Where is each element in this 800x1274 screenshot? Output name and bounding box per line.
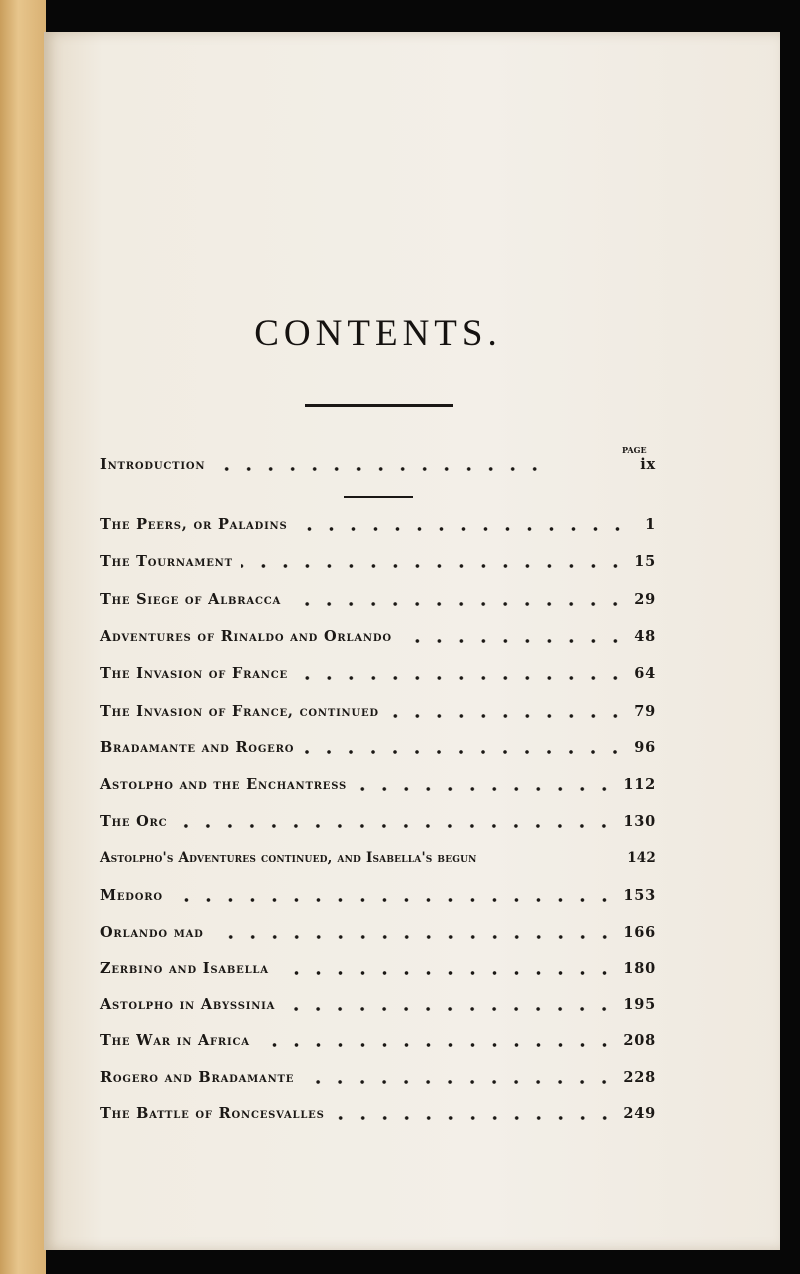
dot-leader: [212, 935, 616, 939]
entry-page: 130: [623, 813, 656, 830]
entry-page: 228: [623, 1069, 656, 1086]
entry-title: Bradamante and Rogero: [100, 739, 295, 756]
entry-title: The War in Africa: [100, 1032, 250, 1049]
dot-leader: [171, 898, 615, 902]
dot-leader: [387, 714, 626, 718]
entry-page: 64: [634, 665, 656, 682]
entry-title: The Battle of Roncesvalles: [100, 1105, 325, 1122]
dot-leader: [289, 602, 626, 606]
section-rule: [344, 496, 413, 498]
entry-title: Zerbino and Isabella: [100, 960, 269, 977]
page-column-heading: PAGE: [622, 445, 647, 455]
dot-leader: [400, 639, 626, 643]
toc-entry: [100, 960, 656, 980]
entry-page: 208: [623, 1032, 656, 1049]
entry-title: Astolpho in Abyssinia: [100, 996, 276, 1013]
entry-title: Rogero and Bradamante: [100, 1069, 295, 1086]
entry-page: 153: [623, 887, 656, 904]
entry-title: Introduction: [100, 456, 206, 473]
toc-entry: [100, 1069, 656, 1089]
dot-leader: [283, 1007, 615, 1011]
toc-entry: [100, 813, 656, 833]
toc-entry: [100, 776, 656, 796]
toc-entry: [100, 1032, 656, 1052]
entry-title: The Peers, or Paladins: [100, 516, 288, 533]
entry-page: 142: [627, 850, 656, 866]
dot-leader: [277, 971, 616, 975]
entry-title: The Siege of Albracca: [100, 591, 282, 608]
toc-entry: [100, 628, 656, 648]
entry-title: Adventures of Rinaldo and Orlando: [100, 628, 392, 645]
entry-title: The Orc: [100, 813, 168, 830]
toc-entry: [100, 591, 656, 611]
dot-leader: [296, 676, 626, 680]
dot-leader: [302, 750, 626, 754]
toc-entry: [100, 516, 656, 536]
entry-title: Orlando mad: [100, 924, 204, 941]
toc-entry: [100, 996, 656, 1016]
entry-title: The Tournament: [100, 553, 233, 570]
dot-leader: [333, 1116, 616, 1120]
entry-page: 15: [634, 553, 656, 570]
entry-page: ix: [640, 456, 656, 473]
entry-title: The Invasion of France: [100, 665, 288, 682]
toc-entry: [100, 703, 656, 723]
toc-entry: [100, 739, 656, 759]
entry-page: 1: [645, 516, 656, 533]
entry-page: 180: [623, 960, 656, 977]
entry-page: 48: [634, 628, 656, 645]
entry-page: 166: [623, 924, 656, 941]
entry-page: 112: [623, 776, 656, 793]
entry-page: 96: [634, 739, 656, 756]
dot-leader: [258, 1043, 615, 1047]
entry-title: Medoro: [100, 887, 163, 904]
title-rule: [305, 404, 453, 407]
dot-leader: [302, 1080, 615, 1084]
toc-entry-introduction: [100, 456, 656, 476]
toc-entry: [100, 850, 656, 870]
entry-title: Astolpho's Adventures continued, and Isabella's begun: [100, 850, 477, 866]
dot-leader: [213, 467, 546, 471]
toc-entry: [100, 887, 656, 907]
toc-entry: [100, 1105, 656, 1125]
dot-leader: [296, 527, 628, 531]
entry-page: 249: [623, 1105, 656, 1122]
dot-leader: [355, 787, 615, 791]
entry-title: Astolpho and the Enchantress: [100, 776, 348, 793]
entry-page: 29: [634, 591, 656, 608]
dot-leader: [175, 824, 615, 828]
toc-entry: [100, 553, 656, 573]
toc-entry: [100, 924, 656, 944]
book-page-edge: [0, 0, 46, 1274]
entry-page: 79: [634, 703, 656, 720]
dot-leader: [241, 564, 626, 568]
page-title: CONTENTS.: [254, 313, 502, 354]
toc-entry: [100, 665, 656, 685]
entry-page: 195: [623, 996, 656, 1013]
entry-title: The Invasion of France, continued: [100, 703, 379, 720]
